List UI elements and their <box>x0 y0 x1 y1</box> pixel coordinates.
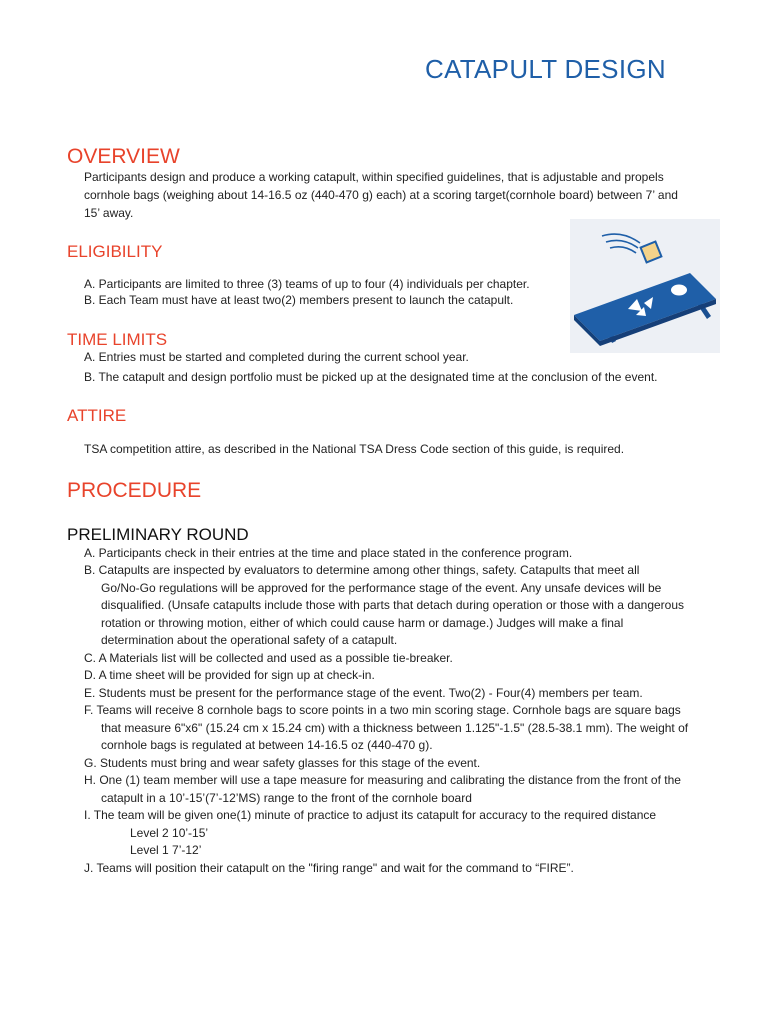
procedure-line: Level 1 7’-12’ <box>130 843 202 857</box>
eligibility-item: B. Each Team must have at least two(2) members present to launch the catapult. <box>84 293 514 307</box>
procedure-line: I. The team will be given one(1) minute of practice to adjust its catapult for accuracy to the required distance <box>84 808 657 822</box>
eligibility-item: A. Participants are limited to three (3) teams of up to four (4) individuals per chapter. <box>84 277 530 291</box>
procedure-line: F. Teams will receive 8 cornhole bags to score points in a two min scoring stage. Cornhole bags are square bags <box>84 703 681 717</box>
preliminary-round-heading: PRELIMINARY ROUND <box>67 525 249 544</box>
overview-line: cornhole bags (weighing about 14-16.5 oz (440-470 g) each) at a scoring target(cornhole board) between 7’ and <box>84 188 678 202</box>
attire-heading: ATTIRE <box>67 406 127 425</box>
overview-line: 15’ away. <box>84 206 134 220</box>
time-limits-heading: TIME LIMITS <box>67 330 168 349</box>
illustration <box>570 219 720 353</box>
procedure-line: Level 2 10’-15’ <box>130 826 209 840</box>
attire-text: TSA competition attire, as described in the National TSA Dress Code section of this guide, is required. <box>84 442 625 456</box>
page-title: CATAPULT DESIGN <box>425 54 666 84</box>
procedure-line: G. Students must bring and wear safety glasses for this stage of the event. <box>84 756 481 770</box>
procedure-line: determination about the operational safety of a catapult. <box>101 633 398 647</box>
cornhole-board-icon <box>570 219 720 353</box>
time-limits-item: A. Entries must be started and completed during the current school year. <box>84 350 469 364</box>
procedure-heading: PROCEDURE <box>67 479 202 502</box>
time-limits-item: B. The catapult and design portfolio must be picked up at the designated time at the conclusion of the event. <box>84 370 658 384</box>
procedure-line: rotation or throwing motion, either of which could cause harm or damage.) Judges will make a final <box>101 616 624 630</box>
overview-line: Participants design and produce a working catapult, within specified guidelines, that is adjustable and propels <box>84 170 664 184</box>
procedure-line: Go/No-Go regulations will be approved for the performance stage of the event. Any unsafe devices will be <box>101 581 662 595</box>
eligibility-heading: ELIGIBILITY <box>67 242 163 261</box>
procedure-line: C. A Materials list will be collected and used as a possible tie-breaker. <box>84 651 453 665</box>
procedure-line: catapult in a 10’-15’(7’-12’MS) range to the front of the cornhole board <box>101 791 472 805</box>
procedure-line: A. Participants check in their entries at the time and place stated in the conference program. <box>84 546 573 560</box>
procedure-line: disqualified. (Unsafe catapults include those with parts that detach during operation or those with a dangerous <box>101 598 685 612</box>
procedure-line: B. Catapults are inspected by evaluators to determine among other things, safety. Catapults that meet all <box>84 563 640 577</box>
procedure-line: J. Teams will position their catapult on the "firing range" and wait for the command to “FIRE”. <box>84 861 574 875</box>
procedure-line: E. Students must be present for the performance stage of the event. Two(2) - Four(4) members per team. <box>84 686 643 700</box>
overview-heading: OVERVIEW <box>67 145 180 168</box>
procedure-line: D. A time sheet will be provided for sign up at check-in. <box>84 668 375 682</box>
procedure-line: that measure 6"x6" (15.24 cm x 15.24 cm) with a thickness between 1.125"-1.5" (28.5-38.1 mm). The weight of <box>101 721 689 735</box>
procedure-line: H. One (1) team member will use a tape measure for measuring and calibrating the distance from the front of the <box>84 773 681 787</box>
procedure-line: cornhole bags is regulated at between 14-16.5 oz (440-470 g). <box>101 738 433 752</box>
overview-text <box>84 168 724 222</box>
